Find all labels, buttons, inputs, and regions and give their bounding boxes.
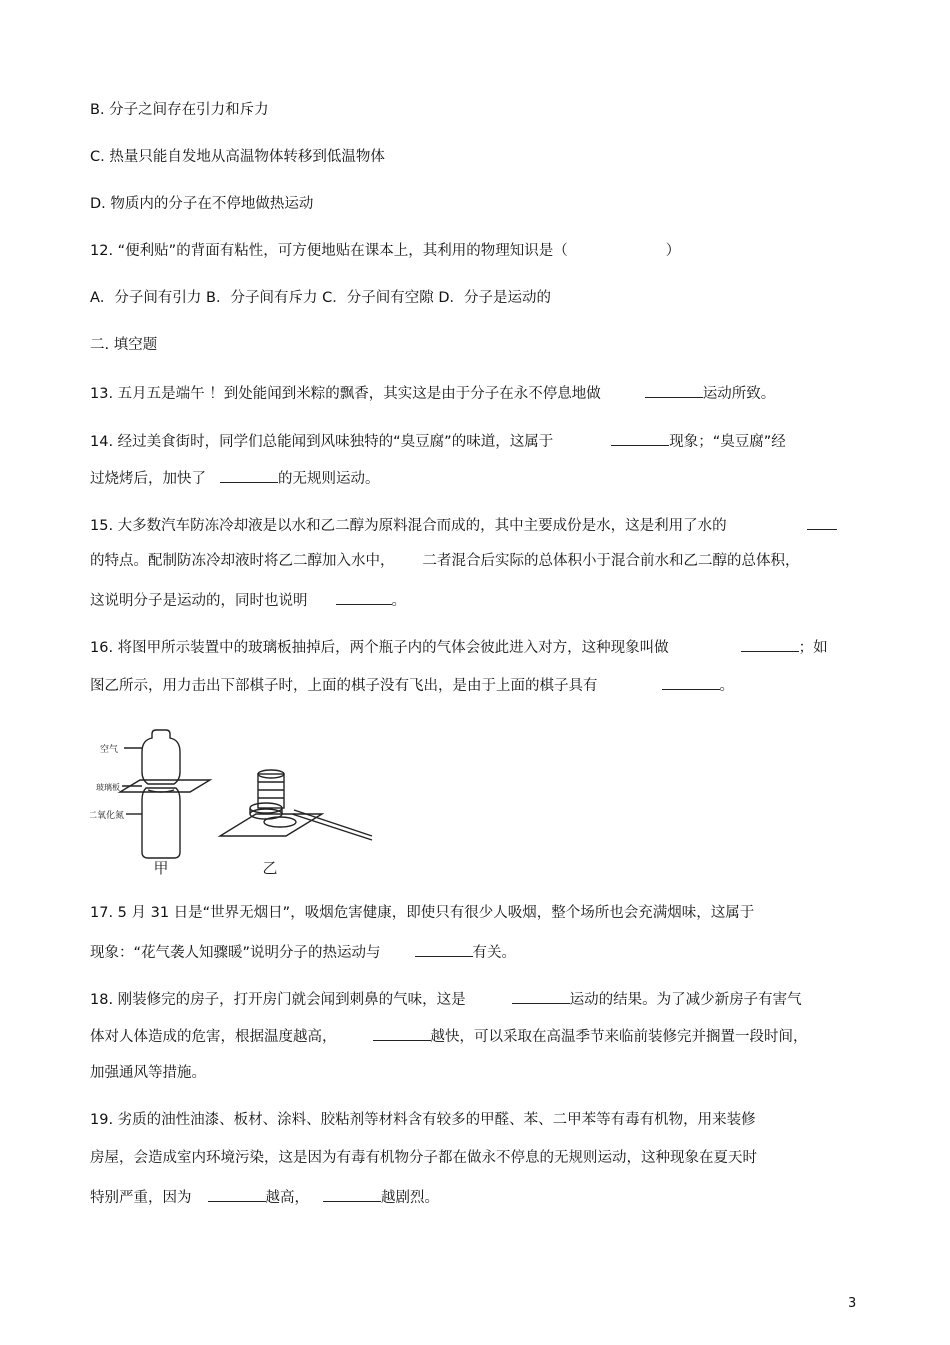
label-air: 空气 <box>99 745 118 755</box>
text: 有关。 <box>472 945 517 961</box>
question-17 <box>90 903 754 923</box>
text: 越剧烈。 <box>381 1190 439 1206</box>
text: 特别严重，因为 <box>90 1190 192 1206</box>
text: ） <box>665 243 681 259</box>
text: 图乙所示，用力击出下部棋子时，上面的棋子没有飞出，是由于上面的棋子具有 <box>90 678 598 694</box>
question-14 <box>90 430 786 452</box>
option-c-line <box>90 147 385 167</box>
question-18-cont <box>90 1025 808 1047</box>
text: 越高， <box>265 1190 309 1206</box>
answer-blank[interactable] <box>807 514 837 530</box>
text: 运动的结果。为了减少新房子有害气 <box>569 992 802 1008</box>
question-16-cont <box>90 674 734 696</box>
text: ；如 <box>798 640 828 656</box>
text: 15. 大多数汽车防冻冷却液是以水和乙二醇为原料混合而成的，其中主要成份是水，这是利用了水的 <box>90 518 727 534</box>
section-title <box>90 335 157 355</box>
text: 的无规则运动。 <box>278 471 380 487</box>
question-17-cont <box>90 941 516 963</box>
answer-blank[interactable] <box>512 988 570 1004</box>
question-18-cont2 <box>90 1063 206 1083</box>
answer-blank[interactable] <box>611 430 669 446</box>
question-15-cont2 <box>90 589 406 611</box>
question-15 <box>90 514 837 536</box>
question-19-cont <box>90 1148 757 1168</box>
text: 现象：“花气袭人知骤暖”说明分子的热运动与 <box>90 945 381 961</box>
text: B. 分子之间存在引力和斥力 <box>90 102 269 118</box>
answer-blank[interactable] <box>373 1025 431 1041</box>
text: 13. 五月五是端午 ！到处能闻到米粽的飘香，其实这是由于分子在永不停息地做 <box>90 386 601 402</box>
text: 14. 经过美食街时，同学们总能闻到风味独特的“臭豆腐”的味道，这属于 <box>90 434 554 450</box>
question-19 <box>90 1110 756 1130</box>
figure-apparatus <box>90 728 375 878</box>
page-number: 3 <box>848 1296 857 1311</box>
text: 。 <box>719 678 734 694</box>
answer-blank[interactable] <box>415 941 473 957</box>
text: 房屋，会造成室内环境污染，这是因为有毒有机物分子都在做永不停息的无规则运动，这种现象在夏天时 <box>90 1150 757 1166</box>
answer-blank[interactable] <box>662 674 720 690</box>
text: D. 物质内的分子在不停地做热运动 <box>90 196 314 212</box>
text: 体对人体造成的危害，根据温度越高， <box>90 1029 337 1045</box>
answer-blank[interactable] <box>323 1186 381 1202</box>
question-13 <box>90 382 775 404</box>
text: 二者混合后实际的总体积小于混合前水和乙二醇的总体积， <box>422 553 800 569</box>
lower-bottle <box>142 788 180 858</box>
answer-blank[interactable] <box>741 636 799 652</box>
text: 18. 刚装修完的房子，打开房门就会闻到刺鼻的气味，这是 <box>90 992 466 1008</box>
question-12 <box>90 241 680 261</box>
question-19-cont2 <box>90 1186 439 1208</box>
text: 12. “便利贴”的背面有粘性，可方便地贴在课本上，其利用的物理知识是（ <box>90 243 568 259</box>
text: 二. 填空题 <box>90 337 158 353</box>
question-14-cont <box>90 467 380 489</box>
caption-a: 甲 <box>153 859 169 877</box>
answer-blank[interactable] <box>208 1186 266 1202</box>
text: 的特点。配制防冻冷却液时将乙二醇加入水中， <box>90 553 395 569</box>
question-15-cont <box>90 551 800 571</box>
text: 运动所致。 <box>702 386 776 402</box>
option-d-line <box>90 194 313 214</box>
answer-blank[interactable] <box>645 382 703 398</box>
answer-blank[interactable] <box>336 589 392 605</box>
option-b-line <box>90 100 269 120</box>
text: 现象；“臭豆腐”经 <box>669 434 786 450</box>
label-glass: 玻璃板 <box>96 783 120 792</box>
text: 。 <box>391 593 406 609</box>
text: 加强通风等措施。 <box>90 1065 206 1081</box>
text: A．分子间有引力 B．分子间有斥力 C．分子间有空隙 D．分子是运动的 <box>90 290 551 306</box>
ruler <box>292 814 372 840</box>
caption-b: 乙 <box>262 859 278 877</box>
text: 16. 将图甲所示装置中的玻璃板抽掉后，两个瓶子内的气体会彼此进入对方，这种现象叫做 <box>90 640 669 656</box>
question-16 <box>90 636 828 658</box>
text: C. 热量只能自发地从高温物体转移到低温物体 <box>90 149 385 165</box>
label-no2: 二氧化氮 <box>90 811 124 821</box>
figure-svg <box>90 728 375 878</box>
text: 过烧烤后，加快了 <box>90 471 206 487</box>
text: 17. 5 月 31 日是“世界无烟日”，吸烟危害健康，即使只有很少人吸烟，整个场所也会充满烟味，这属于 <box>90 905 755 921</box>
question-12-options <box>90 288 551 308</box>
ruler <box>294 810 372 836</box>
text: 这说明分子是运动的，同时也说明 <box>90 593 308 609</box>
text: 越快，可以采取在高温季节来临前装修完并搁置一段时间， <box>430 1029 808 1045</box>
text: 19. 劣质的油性油漆、板材、涂料、胶粘剂等材料含有较多的甲醛、苯、二甲苯等有毒有机物，用来装修 <box>90 1112 756 1128</box>
question-18 <box>90 988 802 1010</box>
answer-blank[interactable] <box>220 467 278 483</box>
upper-bottle <box>142 730 180 784</box>
